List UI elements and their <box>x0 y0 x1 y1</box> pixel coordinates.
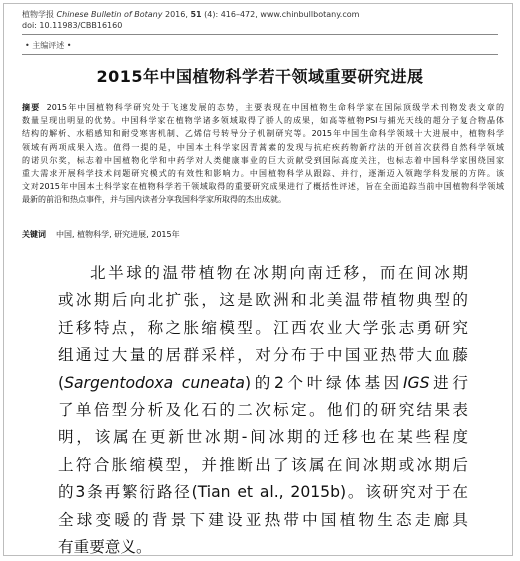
header-divider <box>22 34 498 35</box>
highlight-paragraph <box>58 260 468 561</box>
paragraph-line: 或冰期后向北扩张，这是欧洲和北美温带植物典型的 <box>58 291 468 310</box>
paragraph-line: 上符合胀缩模型，并推断出了该属在间冰期或冰期后 <box>58 455 468 474</box>
keywords-text: 中国, 植物科学, 研究进展, 2015年 <box>56 230 180 239</box>
abstract-line: 结构的解析、水稻感知和耐受寒害机制、乙烯信号转导分子机制研究等。2015年中国生命科学领域十大进展中，植物科学 <box>22 129 504 139</box>
abstract-line: 重大需求开展科学技术问题研究模式的有效性和影响力。中国植物科学从跟踪、并行，逐渐迈入领跑学科发展的方阵。该 <box>22 168 504 178</box>
abstract-line: 领域有两项成果入选。值得一提的是，中国本土科学家因青蒿素的发现与抗疟疾药物新疗法的开创首次获得自然科学领域 <box>22 142 504 152</box>
abstract-line: 文对2015年中国本土科学家在植物科学若干领域取得的重要研究成果进行了概括性评述，旨在全面追踪当前中国植物科学领域 <box>22 182 504 192</box>
paragraph-line <box>58 370 468 397</box>
line-text: 进行 <box>429 373 468 392</box>
journal-name-en: Chinese Bulletin of Botany <box>56 10 163 19</box>
paragraph-line: 明，该属在更新世冰期-间冰期的迁移也在某些程度 <box>58 428 468 447</box>
journal-name-cn: 植物学报 <box>22 10 54 19</box>
paragraph-line: 了单倍型分析及化石的二次标定。他们的研究结果表 <box>58 400 468 419</box>
abstract-line <box>22 101 504 114</box>
section-divider <box>22 54 498 55</box>
abstract <box>22 101 504 207</box>
species-name: Sargentodoxa cuneata <box>64 373 245 392</box>
abstract-line: 数量呈现出明显的优势。中国科学家在植物学诸多领域取得了骄人的成果，如高等植物PSI与捕光天线的超分子复合物晶体 <box>22 116 504 126</box>
journal-year: 2016, <box>164 10 188 19</box>
keywords-label: 关键词 <box>22 230 46 239</box>
journal-volume: 51 <box>190 10 202 19</box>
section-tag: • 主编评述 • <box>25 41 72 50</box>
gene-name: IGS <box>402 373 430 392</box>
paragraph-line: 北半球的温带植物在冰期向南迁移，而在间冰期 <box>90 264 468 282</box>
abstract-line: 的诺贝尔奖，标志着中国植物化学和中药学对人类健康事业的巨大贡献受到国际高度关注，也标志着中国科学家围绕国家 <box>22 155 504 165</box>
journal-website[interactable]: www.chinbullbotany.com <box>260 10 360 19</box>
journal-header <box>22 9 359 20</box>
article-title: 2015年中国植物科学若干领域重要研究进展 <box>96 67 424 86</box>
abstract-line: 最新的前沿和热点事件，并与国内读者分享我国科学家所取得的杰出成就。 <box>22 195 286 205</box>
paragraph-line: 全球变暖的背景下建设亚热带中国植物生态走廊具 <box>58 510 468 529</box>
paragraph-line: 有重要意义。 <box>58 537 152 556</box>
line-text: )的2个叶绿体基因 <box>244 373 403 392</box>
keywords <box>22 229 180 240</box>
paragraph-line: 组通过大量的居群采样，对分布于中国亚热带大血藤 <box>58 346 468 365</box>
abstract-text: 2015年中国植物科学研究处于飞速发展的态势，主要表现在中国植物生命科学家在国际顶级学术刊物发表文章的 <box>46 103 504 112</box>
paren-open: ( <box>58 373 65 392</box>
paragraph-line: 迁移特点，称之胀缩模型。江西农业大学张志勇研究 <box>58 318 468 337</box>
journal-issue-pages: (4): 416–472, <box>204 10 258 19</box>
doi[interactable]: doi: 10.11983/CBB16160 <box>22 21 123 30</box>
paragraph-line: 的3条再繁衍路径(Tian et al., 2015b)。该研究对于在 <box>58 483 468 502</box>
abstract-label: 摘要 <box>22 103 41 112</box>
